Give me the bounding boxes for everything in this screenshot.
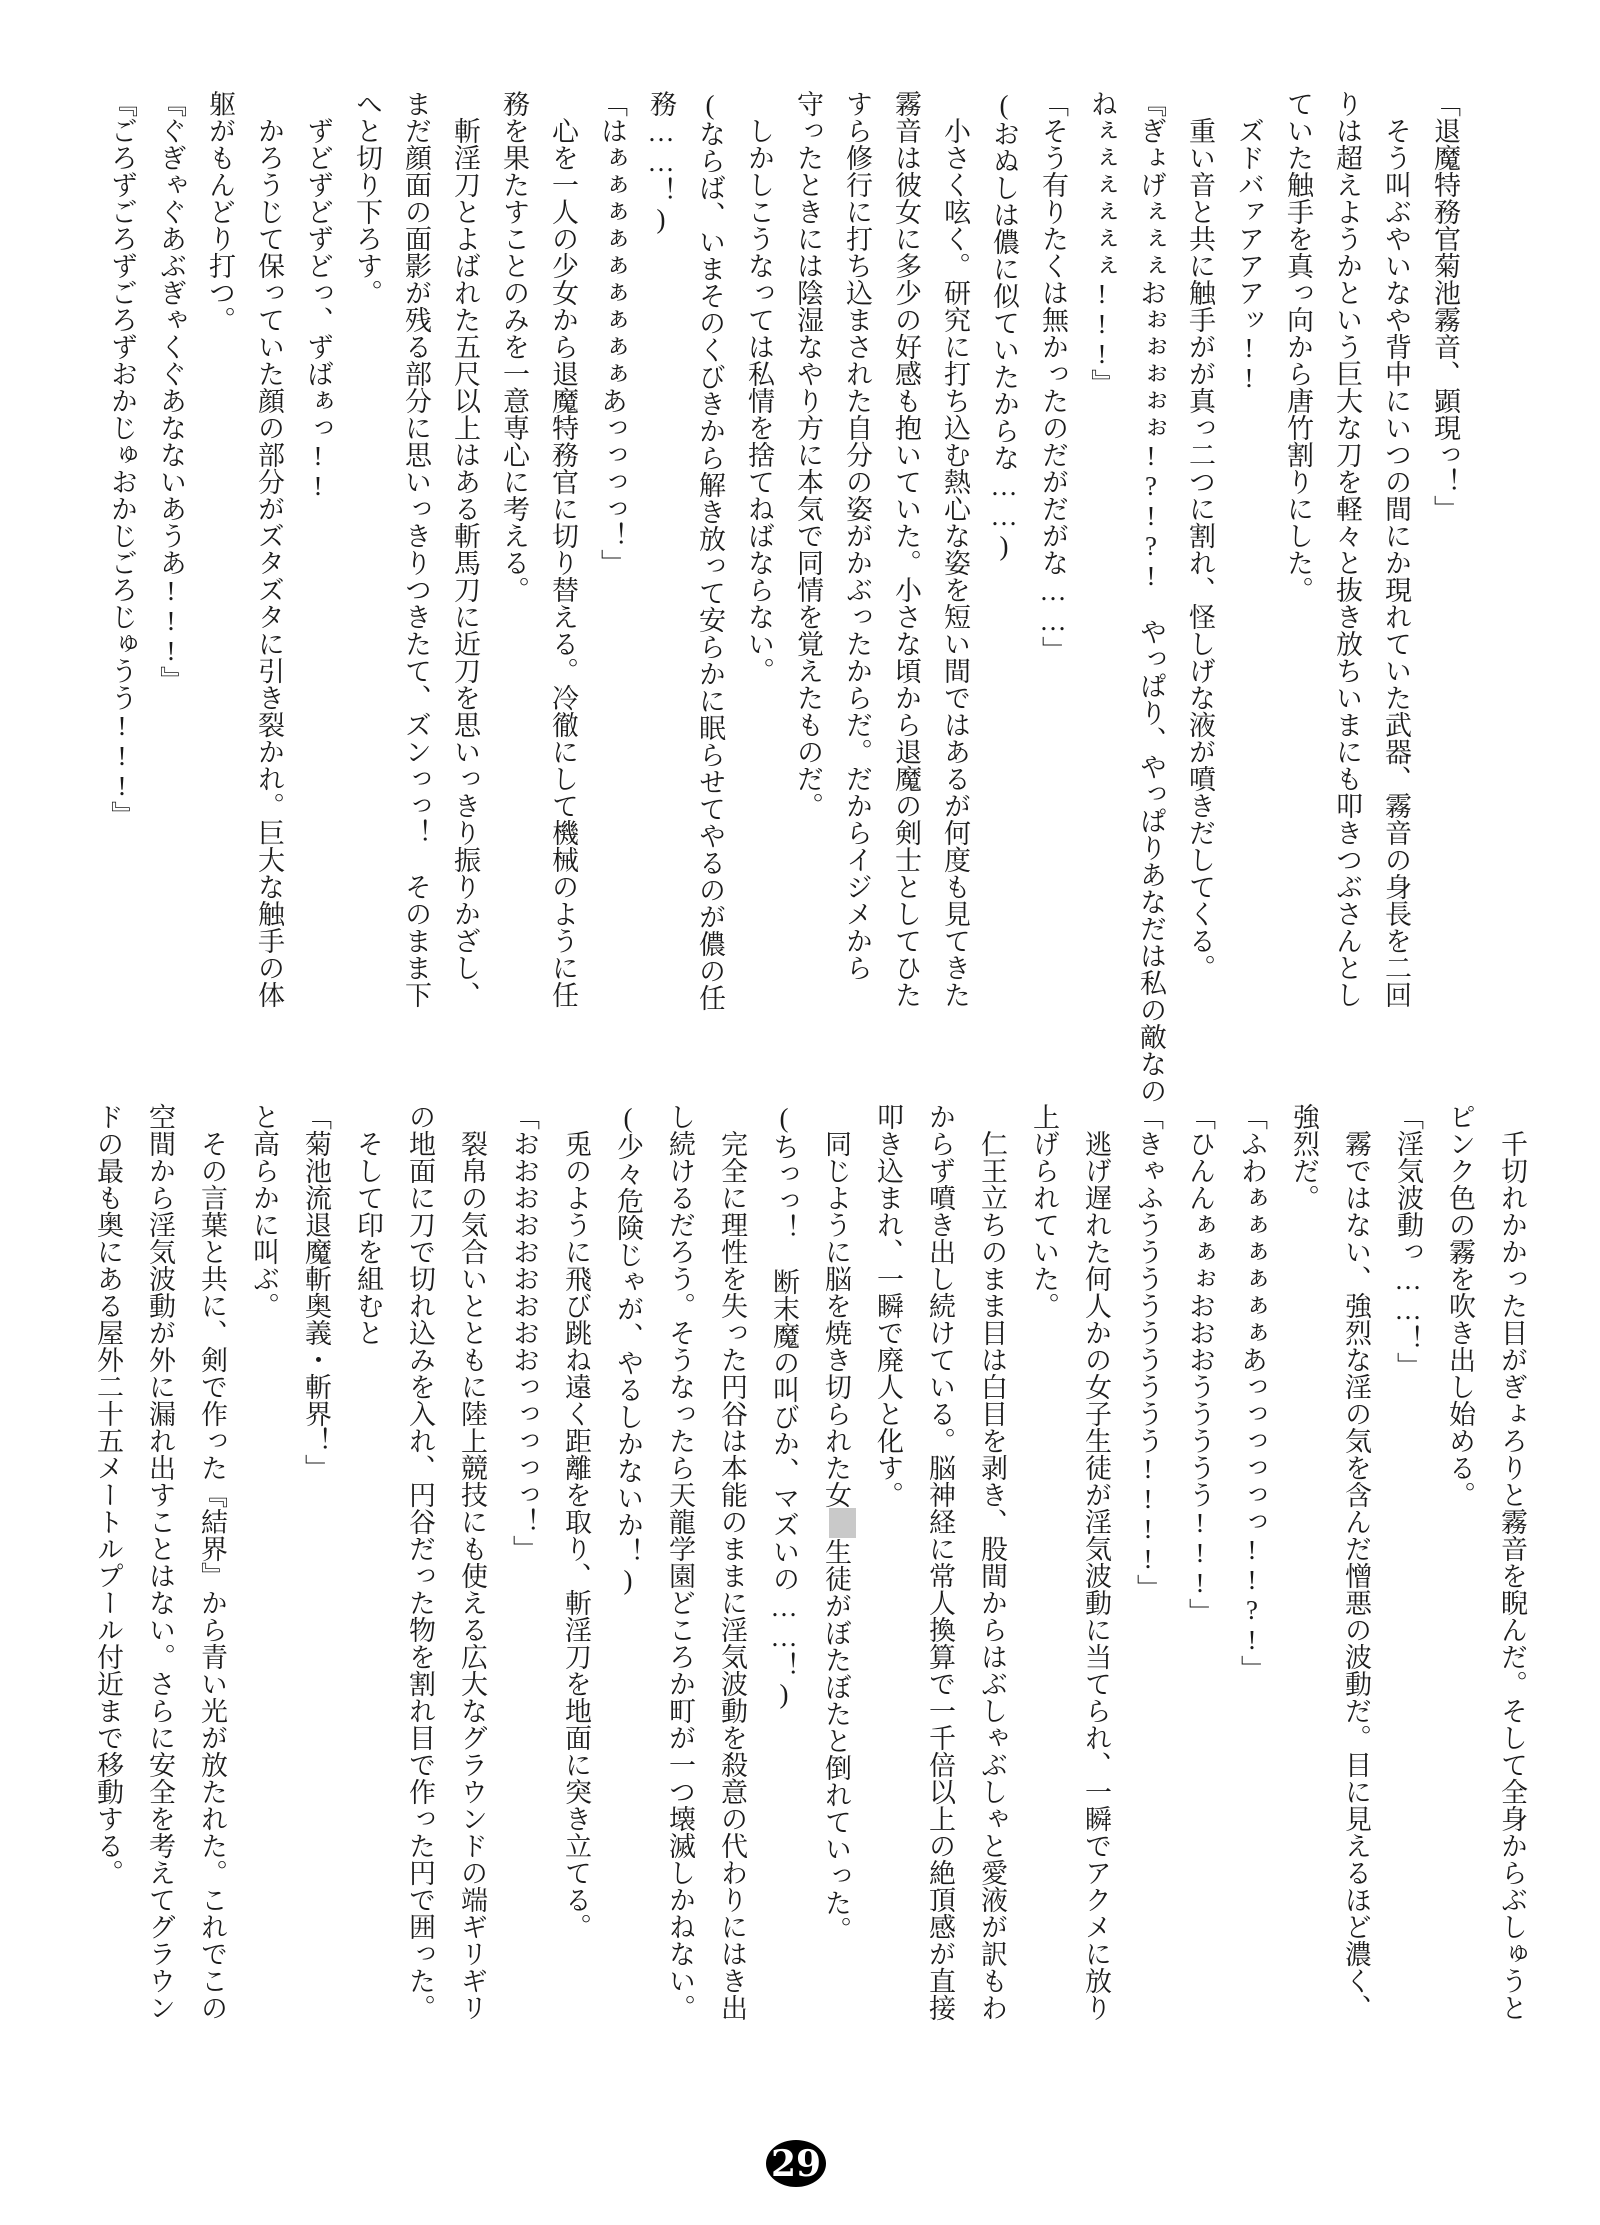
text-segment: 斬淫刀とよばれた五尺以上はある斬馬刀に近刀を思いっきり振りかざし、 <box>450 117 480 1008</box>
text-segment: 「ふわぁぁぁぁぁぁあっっっっっっ!!?!」 <box>1237 1103 1267 1682</box>
text-segment: 完全に理性を失った円谷は本能のままに淫気波動を殺意の代わりにはき出 <box>717 1130 747 2021</box>
text-segment: 裂帛の気合いとともに陸上競技にも使える広大なグラウンドの端ギリギリ <box>457 1130 487 2021</box>
text-segment: ズドバァアアアッ!! <box>1234 117 1264 393</box>
text-segment: 叩き込まれ、一瞬で廃人と化す。 <box>873 1103 903 1508</box>
text-segment: ていた触手を真っ向から唐竹割りにした。 <box>1283 90 1313 603</box>
text-segment: 務……！) <box>646 90 676 234</box>
text-line <box>244 90 293 1135</box>
text-line <box>1174 1103 1226 2115</box>
text-line <box>966 1103 1018 2115</box>
text-segment: 「そう有りたくは無かったのだがだがな……」 <box>1038 90 1068 663</box>
text-line <box>394 1103 446 2115</box>
text-segment: 生徒がぼたぼたと倒れていった。 <box>821 1538 851 1943</box>
text-line <box>342 90 391 1135</box>
text-segment: 「ひんんぁぁぉおおおううううう!!!」 <box>1185 1103 1215 1625</box>
text-segment: 「淫気波動っ……！」 <box>1393 1103 1423 1379</box>
text-line <box>1330 1103 1382 2115</box>
text-segment: ドの最も奥にある屋外二十五メートルプール付近まで移動する。 <box>93 1103 123 1886</box>
text-segment: 務を果たすことのみを一意専心に考える。 <box>499 90 529 603</box>
text-segment: (ちっっ！ 断末魔の叫びか、マズいの……！) <box>769 1103 799 1709</box>
text-line <box>146 90 195 1135</box>
text-line <box>1382 1103 1434 2115</box>
text-segment: 躯がもんどり打つ。 <box>205 90 235 333</box>
text-line <box>654 1103 706 2115</box>
text-segment: (おぬしは儂に似ていたからな……) <box>989 90 1019 561</box>
page-number-badge <box>766 2140 826 2187</box>
text-segment: 「はぁぁぁぁぁぁぁぁぁあっっっっ！」 <box>597 90 627 576</box>
text-segment: 強烈だ。 <box>1289 1103 1319 1211</box>
page-number: 29 <box>770 2142 822 2185</box>
text-line <box>1224 90 1273 1135</box>
text-line <box>783 90 832 1135</box>
text-segment: 兎のように飛び跳ね遠く距離を取り、斬淫刀を地面に突き立てる。 <box>561 1130 591 1940</box>
text-segment: 『ぎょげぇぇぇおぉぉぉぉぉ!?!?! やっぱり、やっぱりあなだは私の敵なの <box>1136 90 1166 1104</box>
text-line <box>1226 1103 1278 2115</box>
text-segment: の地面に刀で切れ込みを入れ、円谷だった物を割れ目で作った円で囲った。 <box>405 1103 435 2021</box>
text-segment: し続けるだろう。そうなったら天龍学園どころか町が一つ壊滅しかねない。 <box>665 1103 695 2021</box>
text-segment: へと切り下ろす。 <box>352 90 382 306</box>
text-segment: 「おおおおおおおおおっっっっっ！」 <box>509 1103 539 1562</box>
text-line <box>1175 90 1224 1135</box>
text-line <box>1278 1103 1330 2115</box>
text-line <box>979 90 1028 1135</box>
text-segment: 「きゃふううううううううう!!!!」 <box>1133 1103 1163 1601</box>
text-line <box>636 90 685 1135</box>
text-segment: (少々危険じゃが、やるしかないか！) <box>613 1103 643 1595</box>
text-line <box>538 90 587 1135</box>
text-line <box>195 90 244 1135</box>
text-line <box>238 1103 290 2115</box>
text-segment: 「菊池流退魔斬奥義・斬界！」 <box>301 1103 331 1481</box>
censored-character-box <box>829 1508 856 1538</box>
text-segment: 霧音は彼女に多少の好感も抱いていた。小さな頃から退魔の剣士としてひた <box>891 90 921 1008</box>
text-segment: 「退魔特務官菊池霧音、顕現っ！」 <box>1430 90 1460 522</box>
text-segment: 小さく呟く。研究に打ち込む熱心な姿を短い間ではあるが何度も見てきた <box>940 117 970 1008</box>
text-segment: その言葉と共に、剣で作った『結界』から青い光が放たれた。これでこの <box>197 1130 227 2021</box>
text-segment: 『ぐぎゃぐあぶぎゃくぐあなないあうあ!!!』 <box>156 90 186 693</box>
text-line <box>862 1103 914 2115</box>
text-segment: (ならば、いまそのくびきから解き放って安らかに眠らせてやるのが儂の任 <box>695 90 725 1011</box>
text-segment: まだ顔面の面影が残る部分に思いっきりつきたて、ズンっっ！ そのまま下 <box>401 90 431 1008</box>
text-line <box>342 1103 394 2115</box>
text-line <box>498 1103 550 2115</box>
text-segment: 仁王立ちのまま目は白目を剥き、股間からはぶしゃぶしゃと愛液が訳もわ <box>977 1130 1007 2021</box>
text-line <box>489 90 538 1135</box>
text-segment: ずどずどずどっ、ずばぁっ!! <box>303 117 333 501</box>
text-line <box>587 90 636 1135</box>
text-line <box>602 1103 654 2115</box>
text-segment: 霧ではない、強烈な淫の気を含んだ憎悪の波動だ。目に見えるほど濃く、 <box>1341 1130 1371 2021</box>
text-line <box>134 1103 186 2115</box>
text-line <box>446 1103 498 2115</box>
text-line <box>82 1103 134 2115</box>
text-segment: すら修行に打ち込まされた自分の姿がかぶったからだ。だからイジメから <box>842 90 872 981</box>
text-segment: 逃げ遅れた何人かの女子生徒が淫気波動に当てられ、一瞬でアクメに放り <box>1081 1130 1111 2021</box>
text-line <box>914 1103 966 2115</box>
text-line <box>685 90 734 1135</box>
lower-text-block <box>82 1103 1538 2115</box>
text-line <box>706 1103 758 2115</box>
text-segment: しかしこうなっては私情を捨てねばならない。 <box>744 117 774 684</box>
text-line <box>293 90 342 1135</box>
text-line <box>550 1103 602 2115</box>
text-line <box>810 1103 862 2115</box>
text-line <box>97 90 146 1135</box>
text-line <box>1028 90 1077 1135</box>
text-segment: 上げられていた。 <box>1029 1103 1059 1319</box>
text-segment: 『ごろずごろずごろずおかじゅおかじごろじゅうう!!!』 <box>107 90 137 828</box>
text-line <box>1070 1103 1122 2115</box>
text-line <box>1371 90 1420 1135</box>
text-line <box>391 90 440 1135</box>
text-segment: からず噴き出し続けている。脳神経に常人換算で一千倍以上の絶頂感が直接 <box>925 1103 955 2021</box>
text-segment: 千切れかかった目がぎょろりと霧音を睨んだ。そして全身からぶしゅうと <box>1497 1130 1527 2021</box>
text-line <box>440 90 489 1135</box>
text-line <box>186 1103 238 2115</box>
text-segment: 心を一人の少女から退魔特務官に切り替える。冷徹にして機械のように任 <box>548 117 578 1008</box>
text-line <box>290 1103 342 2115</box>
text-line <box>1273 90 1322 1135</box>
text-segment: ねぇぇぇぇぇぇ!!!』 <box>1087 90 1117 396</box>
upper-text-block <box>97 90 1469 1135</box>
text-segment: 空間から淫気波動が外に漏れ出すことはない。さらに安全を考えてグラウン <box>145 1103 175 2021</box>
text-segment: 守ったときには陰湿なやり方に本気で同情を覚えたものだ。 <box>793 90 823 819</box>
text-segment: りは超えようかという巨大な刀を軽々と抜き放ちいまにも叩きつぶさんとし <box>1332 90 1362 1008</box>
text-line <box>1420 90 1469 1135</box>
text-line <box>1018 1103 1070 2115</box>
text-segment: そう叫ぶやいなや背中にいつの間にか現れていた武器、霧音の身長を二回 <box>1381 117 1411 1008</box>
text-line <box>832 90 881 1135</box>
text-line <box>1077 90 1126 1135</box>
text-line <box>1126 90 1175 1135</box>
text-segment: ピンク色の霧を吹き出し始める。 <box>1445 1103 1475 1508</box>
text-segment: そして印を組むと <box>353 1130 383 1346</box>
text-line <box>930 90 979 1135</box>
text-line <box>1322 90 1371 1135</box>
text-segment: 重い音と共に触手がが真っ二つに割れ、怪しげな液が噴きだしてくる。 <box>1185 117 1215 981</box>
text-line <box>1434 1103 1486 2115</box>
text-segment: 同じように脳を焼き切られた女 <box>821 1130 851 1508</box>
text-segment: と高らかに叫ぶ。 <box>249 1103 279 1319</box>
text-line <box>1122 1103 1174 2115</box>
text-line <box>758 1103 810 2115</box>
text-segment: かろうじて保っていた顔の部分がズタズタに引き裂かれ。巨大な触手の体 <box>254 117 284 1008</box>
text-line <box>734 90 783 1135</box>
text-line <box>1486 1103 1538 2115</box>
text-line <box>881 90 930 1135</box>
